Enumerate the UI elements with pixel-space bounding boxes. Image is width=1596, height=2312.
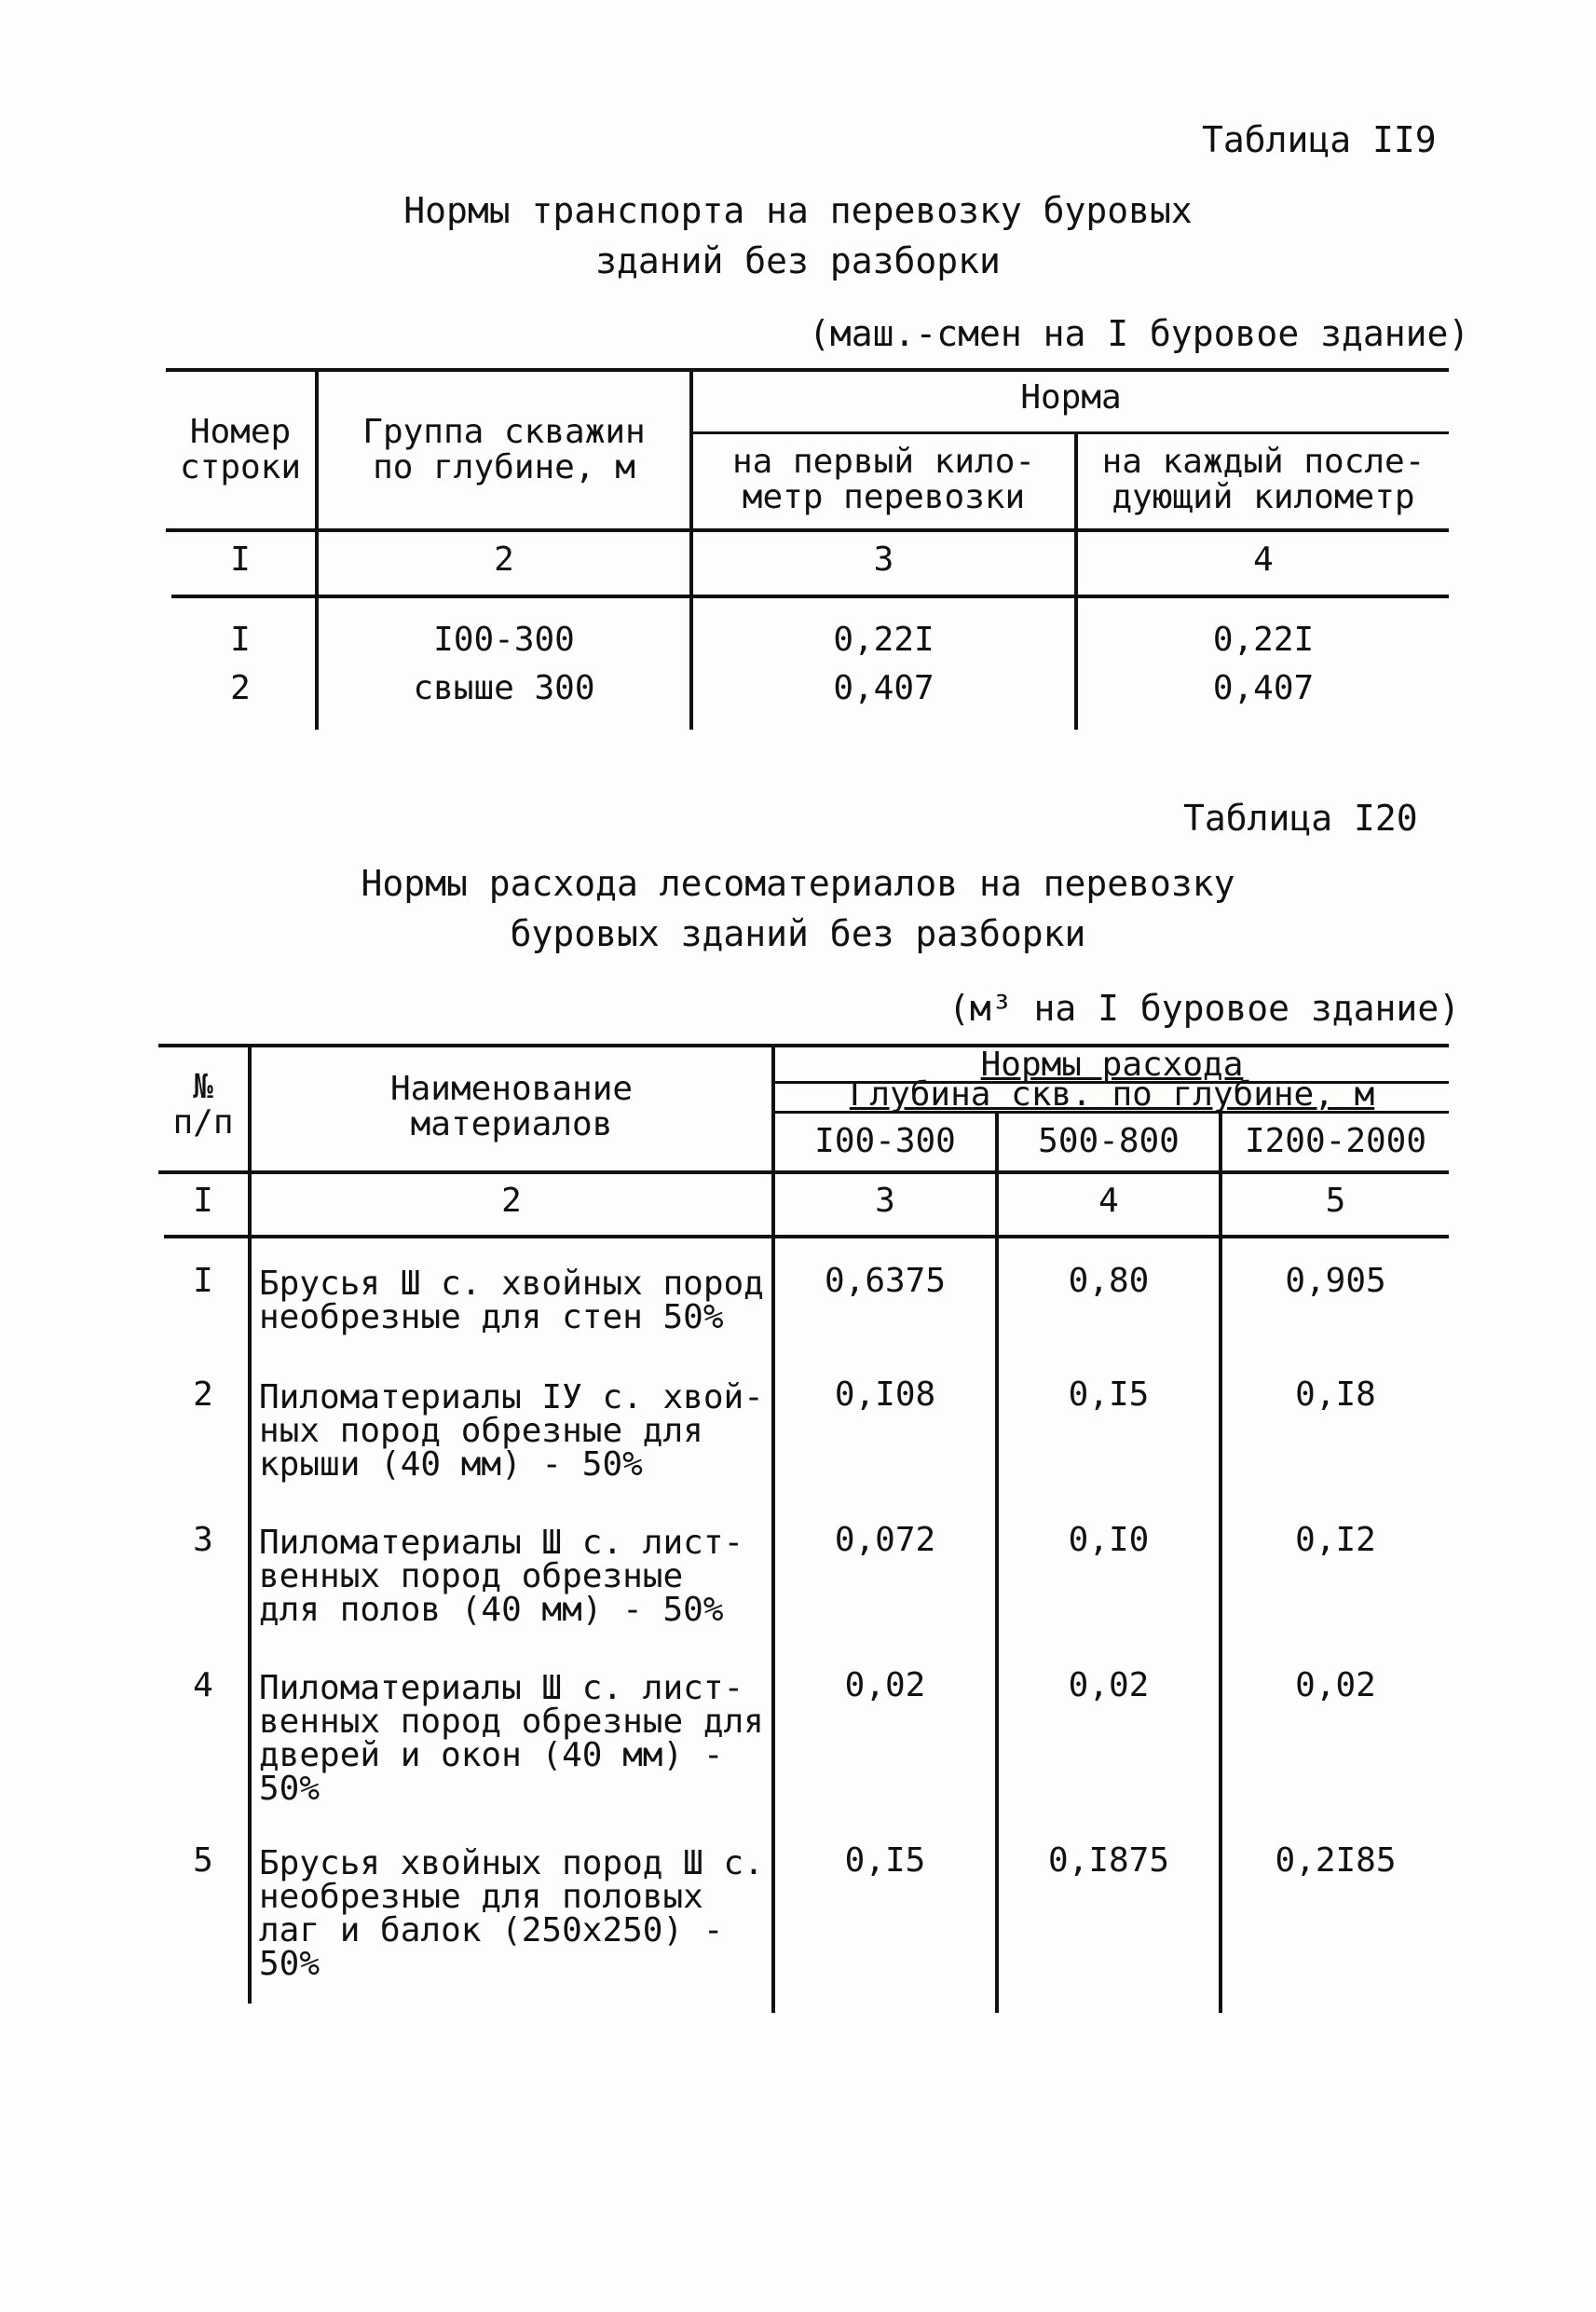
- table119-top-rule: [166, 368, 1449, 372]
- table119-header-rule: [166, 528, 1449, 532]
- table119-row2-group: свыше 300: [413, 669, 595, 707]
- table120-header-d2: 500-800: [1038, 1122, 1180, 1160]
- table120-row3-name: Пиломатериалы Ш с. лист- венных пород обрезные для полов (40 мм) - 50%: [259, 1524, 744, 1629]
- table120-header-num: № п/п: [172, 1068, 234, 1142]
- table120-colnum-2: 2: [501, 1182, 522, 1220]
- table119-header-row-number: Номер строки: [179, 413, 302, 486]
- table120-row1-num: I: [193, 1262, 213, 1300]
- table119-title-line2: зданий без разборки: [595, 240, 1001, 281]
- table120-header-d3: I200-2000: [1244, 1122, 1427, 1160]
- table120-row1-v2: 0,80: [1068, 1262, 1150, 1300]
- table120-header-name: Наименование материалов: [389, 1070, 634, 1143]
- table120-row2-num: 2: [193, 1375, 213, 1414]
- table119-title-line1: Нормы транспорта на перевозку буровых: [403, 190, 1193, 231]
- table119-colnum-3: 3: [873, 540, 894, 579]
- table120-header-d1: I00-300: [814, 1122, 956, 1160]
- table119-row1-group: I00-300: [433, 621, 575, 659]
- table120-title-line1: Нормы расхода лесоматериалов на перевозку: [361, 863, 1235, 904]
- table120-row1-v3: 0,905: [1285, 1262, 1386, 1300]
- table120-title-line2: буровых зданий без разборки: [510, 913, 1086, 954]
- table120-header-depth: Глубина скв. по глубине, м: [849, 1075, 1375, 1114]
- table120-row2-name: Пиломатериалы IУ с. хвой- ных пород обрезные для крыши (40 мм) - 50%: [259, 1378, 764, 1484]
- table119-colnum-4: 4: [1253, 540, 1274, 579]
- table120-label: Таблица I20: [1183, 798, 1418, 839]
- table120-colnum-5: 5: [1325, 1182, 1346, 1220]
- table120-colnum-rule: [164, 1235, 1449, 1238]
- table120-colnum-1: I: [193, 1182, 213, 1220]
- table120-row3-v1: 0,072: [834, 1521, 936, 1559]
- table120-row5-name: Брусья хвойных пород Ш с. необрезные для половых лаг и балок (250х250) - 50%: [259, 1844, 764, 1983]
- table120-row4-v3: 0,02: [1295, 1666, 1376, 1704]
- table120-row4-v2: 0,02: [1068, 1666, 1150, 1704]
- table119-header-group: Группа скважин по глубине, м: [362, 413, 646, 486]
- table119-label: Таблица II9: [1202, 119, 1437, 160]
- table120-row5-v2: 0,I875: [1047, 1841, 1170, 1880]
- table120-header-norms: Нормы расхода: [980, 1046, 1244, 1084]
- table120-row2-v2: 0,I5: [1068, 1375, 1150, 1414]
- table120-row3-v3: 0,I2: [1295, 1521, 1376, 1559]
- table119-row2-first: 0,407: [833, 669, 934, 707]
- table119-norm-rule: [691, 431, 1449, 434]
- table120-row4-num: 4: [193, 1666, 213, 1704]
- table119-colnum-2: 2: [494, 540, 514, 579]
- table120-row5-v3: 0,2I85: [1275, 1841, 1397, 1880]
- table119-colnum-rule: [171, 595, 1449, 598]
- table119-header-first-km: на первый кило- метр перевозки: [731, 443, 1036, 516]
- table120-row1-name: Брусья Ш с. хвойных пород необрезные для стен 50%: [259, 1265, 764, 1336]
- table119-header-next-km: на каждый после- дующий километр: [1101, 443, 1425, 516]
- table120-row4-name: Пиломатериалы Ш с. лист- венных пород обрезные для дверей и окон (40 мм) - 50%: [259, 1669, 764, 1808]
- table119-row1-first: 0,22I: [833, 621, 934, 659]
- table120-colnum-3: 3: [875, 1182, 895, 1220]
- table119-header-norm: Норма: [1020, 378, 1122, 417]
- table119-unit: (маш.-смен на I буровое здание): [809, 313, 1470, 354]
- table120-row3-num: 3: [193, 1521, 213, 1559]
- table119-row2-next: 0,407: [1212, 669, 1315, 707]
- table120-row1-v1: 0,6375: [824, 1262, 947, 1300]
- table119-colnum-1: I: [230, 540, 251, 579]
- table120-row5-v1: 0,I5: [844, 1841, 926, 1880]
- table120-row3-v2: 0,I0: [1068, 1521, 1150, 1559]
- table120-row5-num: 5: [193, 1841, 213, 1880]
- table119-row1-next: 0,22I: [1212, 621, 1315, 659]
- table120-row4-v1: 0,02: [844, 1666, 926, 1704]
- table120-unit: (м³ на I буровое здание): [948, 988, 1461, 1029]
- table120-row2-v1: 0,I08: [834, 1375, 936, 1414]
- table119-row2-num: 2: [230, 669, 251, 707]
- table120-row2-v3: 0,I8: [1295, 1375, 1376, 1414]
- table119-row1-num: I: [230, 621, 251, 659]
- table120-header-rule: [158, 1170, 1449, 1174]
- table120-colnum-4: 4: [1098, 1182, 1119, 1220]
